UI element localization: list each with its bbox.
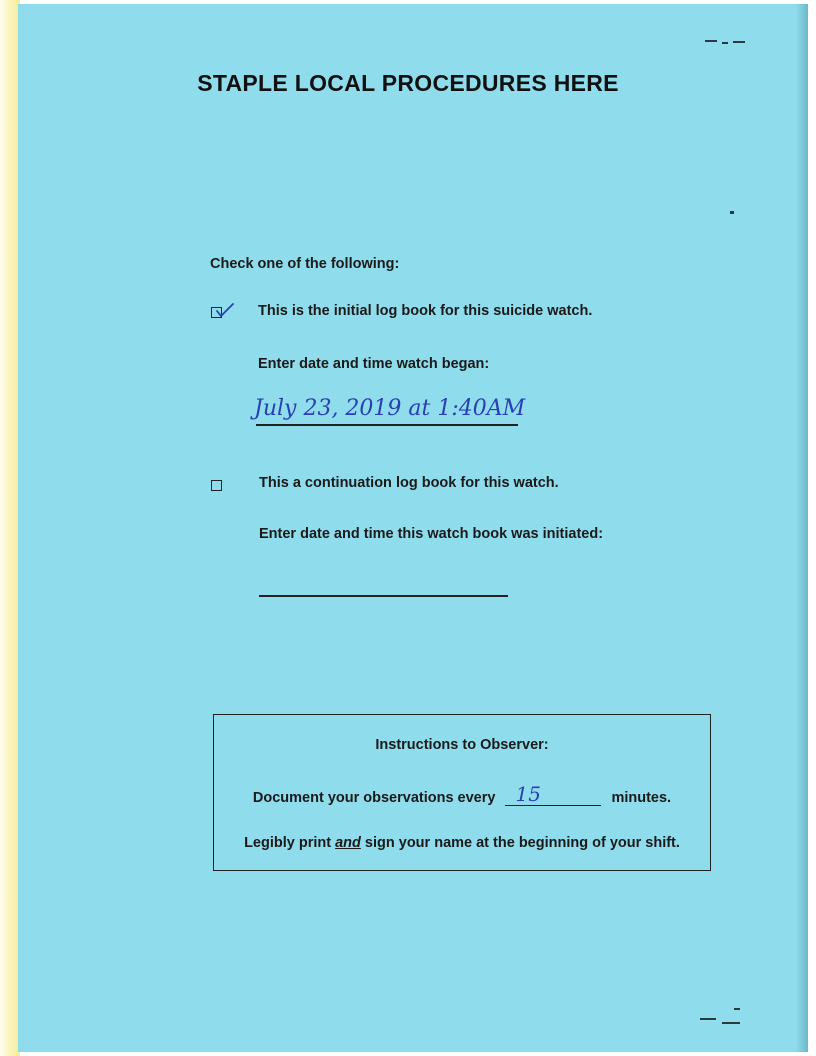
continuation-date-prompt: Enter date and time this watch book was initiated:	[259, 526, 604, 542]
sign-emphasis: and	[335, 835, 361, 851]
instructions-box	[213, 714, 711, 871]
speck-mark	[730, 211, 734, 214]
interval-instruction	[214, 782, 710, 806]
continuation-logbook-label: This a continuation log book for this watch.	[259, 475, 559, 491]
interval-field[interactable]	[505, 782, 601, 806]
continuation-date-line[interactable]	[259, 595, 508, 597]
interval-suffix: minutes.	[611, 790, 672, 806]
staple-mark	[733, 41, 745, 43]
sign-suffix: sign your name at the beginning of your shift.	[364, 835, 680, 851]
selection-prompt: Check one of the following:	[210, 256, 400, 272]
staple-mark	[734, 1008, 740, 1010]
initial-date-line[interactable]	[256, 424, 518, 426]
interval-value: 15	[515, 782, 541, 806]
staple-mark	[722, 1022, 740, 1024]
interval-prefix: Document your observations every	[252, 790, 496, 806]
page-title: STAPLE LOCAL PROCEDURES HERE	[197, 70, 619, 96]
sign-instruction	[214, 835, 710, 851]
instructions-heading: Instructions to Observer:	[375, 737, 549, 753]
initial-date-prompt: Enter date and time watch began:	[258, 356, 490, 372]
staple-mark	[700, 1018, 716, 1020]
page-edge-shadow	[796, 4, 808, 1052]
staple-mark	[705, 40, 717, 42]
sign-prefix: Legibly print	[244, 835, 332, 851]
checkmark-icon	[214, 302, 236, 320]
staple-mark	[722, 42, 728, 44]
continuation-logbook-checkbox[interactable]	[211, 480, 222, 491]
initial-date-entry: July 23, 2019 at 1:40AM	[254, 396, 526, 421]
initial-logbook-label: This is the initial log book for this suicide watch.	[258, 303, 593, 319]
yellow-page-edge	[0, 0, 20, 1056]
